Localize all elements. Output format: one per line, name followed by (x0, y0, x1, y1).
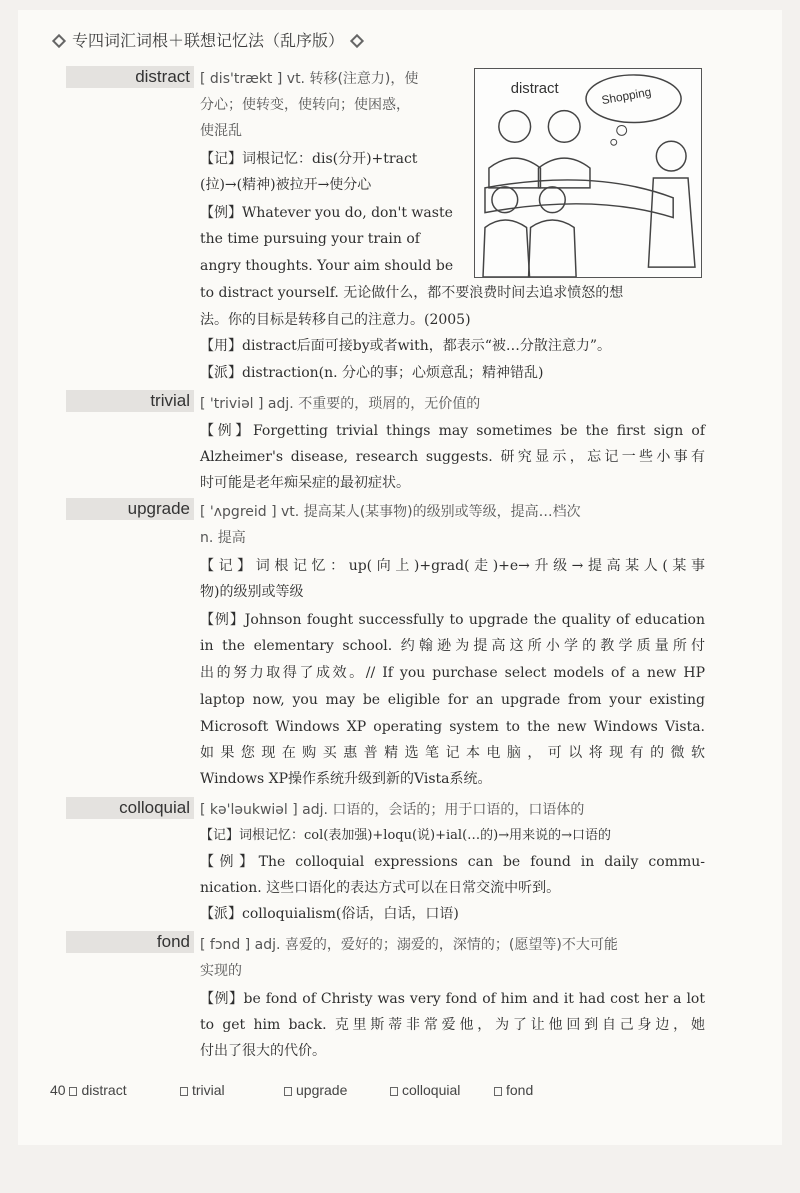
page-header (52, 28, 370, 51)
entry-line: [ 'triviəl ] adj. 不重要的，琐屑的，无价值的 (200, 396, 481, 412)
entry-line: 【记】词根记忆：dis(分开)+tract (200, 151, 418, 167)
entry-line: Microsoft Windows XP operating system to the new Windows Vista. (200, 719, 705, 735)
entry-line: 【派】colloquialism(俗话，白话，口语) (200, 906, 459, 922)
checkbox-icon (180, 1087, 188, 1096)
entry-line: the time pursuing your train of (200, 231, 420, 247)
entry-line: 【例】The colloquial expressions can be found in daily commu- (200, 854, 705, 870)
page-number: 40 (50, 1082, 66, 1098)
entry-word-colloquial: colloquial (66, 797, 194, 819)
entry-line: 如果您现在购买惠普精选笔记本电脑，可以将现有的微软 (200, 745, 705, 761)
illustration-label-shopping: Shopping (600, 84, 653, 108)
entry-line: in the elementary school. 约翰逊为提高这所小学的教学质量所付 (200, 638, 705, 654)
footer-word: trivial (192, 1082, 225, 1098)
entry-line: 【例】be fond of Christy was very fond of him and it had cost her a lot (200, 991, 705, 1007)
cartoon-illustration (474, 68, 702, 278)
checkbox-icon (69, 1087, 77, 1096)
entry-line: angry thoughts. Your aim should be (200, 258, 454, 274)
entry-line: 使混乱 (200, 123, 242, 139)
entry-line: Alzheimer's disease, research suggests. 研究显示，忘记一些小事有 (200, 449, 705, 465)
entry-line: 付出了很大的代价。 (200, 1043, 326, 1059)
entry-line: 【派】distraction(n. 分心的事；心烦意乱；精神错乱) (200, 365, 544, 381)
footer-word: upgrade (296, 1082, 348, 1098)
entry-line: [ fɔnd ] adj. 喜爱的，爱好的；溺爱的，深情的；(愿望等)不大可能 (200, 937, 618, 953)
entry-line: 【例】Johnson fought successfully to upgrade the quality of education (200, 612, 705, 628)
entry-line: 法。你的目标是转移自己的注意力。(2005) (200, 312, 471, 328)
entry-line: Windows XP操作系统升级到新的Vista系统。 (200, 771, 492, 787)
entry-line: n. 提高 (200, 530, 246, 546)
footer-item (390, 1082, 460, 1098)
footer-word: colloquial (402, 1082, 461, 1098)
footer-item (284, 1082, 347, 1098)
footer-item (180, 1082, 225, 1098)
entry-line: 【记】词根记忆：up(向上)+grad(走)+e→升级→提高某人(某事 (200, 558, 705, 574)
entry-line: 时可能是老年痴呆症的最初症状。 (200, 475, 410, 491)
checkbox-icon (494, 1087, 502, 1096)
entry-word-fond: fond (66, 931, 194, 953)
diamond-icon (52, 34, 66, 48)
footer-item (494, 1082, 533, 1098)
entry-line: [ dis'trækt ] vt. 转移(注意力)，使 (200, 71, 419, 87)
entry-line: [ 'ʌpgreid ] vt. 提高某人(某事物)的级别或等级，提高…档次 (200, 504, 581, 520)
entry-line: to distract yourself. 无论做什么，都不要浪费时间去追求愤怒的想 (200, 285, 624, 301)
footer-word: distract (81, 1082, 127, 1098)
entry-word-distract: distract (66, 66, 194, 88)
checkbox-icon (390, 1087, 398, 1096)
entry-line: laptop now, you may be eligible for an upgrade from your existing (200, 692, 705, 708)
footer-word: fond (506, 1082, 534, 1098)
entry-line: 分心；使转变，使转向；使困惑， (200, 97, 410, 113)
entry-line: (拉)→(精神)被拉开→使分心 (200, 177, 372, 193)
entry-line: nication. 这些口语化的表达方式可以在日常交流中听到。 (200, 880, 561, 896)
entry-line: 【例】Forgetting trivial things may sometimes be the first sign of (200, 423, 705, 439)
entry-line: [ kə'ləukwiəl ] adj. 口语的，会话的；用于口语的，口语体的 (200, 802, 585, 818)
entry-line: 物)的级别或等级 (200, 584, 304, 600)
entry-line: 实现的 (200, 963, 242, 979)
entry-word-trivial: trivial (66, 390, 194, 412)
entry-line: 【用】distract后面可接by或者with，都表示“被…分散注意力”。 (200, 338, 612, 354)
diamond-icon (350, 34, 364, 48)
header-title: 专四词汇词根＋联想记忆法（乱序版） (72, 31, 345, 50)
checkbox-icon (284, 1087, 292, 1096)
illustration-label-distract: distract (510, 80, 559, 97)
footer-item (50, 1082, 127, 1098)
entry-line: 【例】Whatever you do, don't waste (200, 205, 453, 221)
entry-word-upgrade: upgrade (66, 498, 194, 520)
entry-line: 【记】词根记忆：col(表加强)+loqu(说)+ial(…的)→用来说的→口语的 (200, 828, 612, 843)
cartoon-drawing (475, 69, 701, 277)
entry-line: 出的努力取得了成效。// If you purchase select models of a new HP (200, 665, 705, 681)
entry-line: to get him back. 克里斯蒂非常爱他，为了让他回到自己身边，她 (200, 1017, 705, 1033)
